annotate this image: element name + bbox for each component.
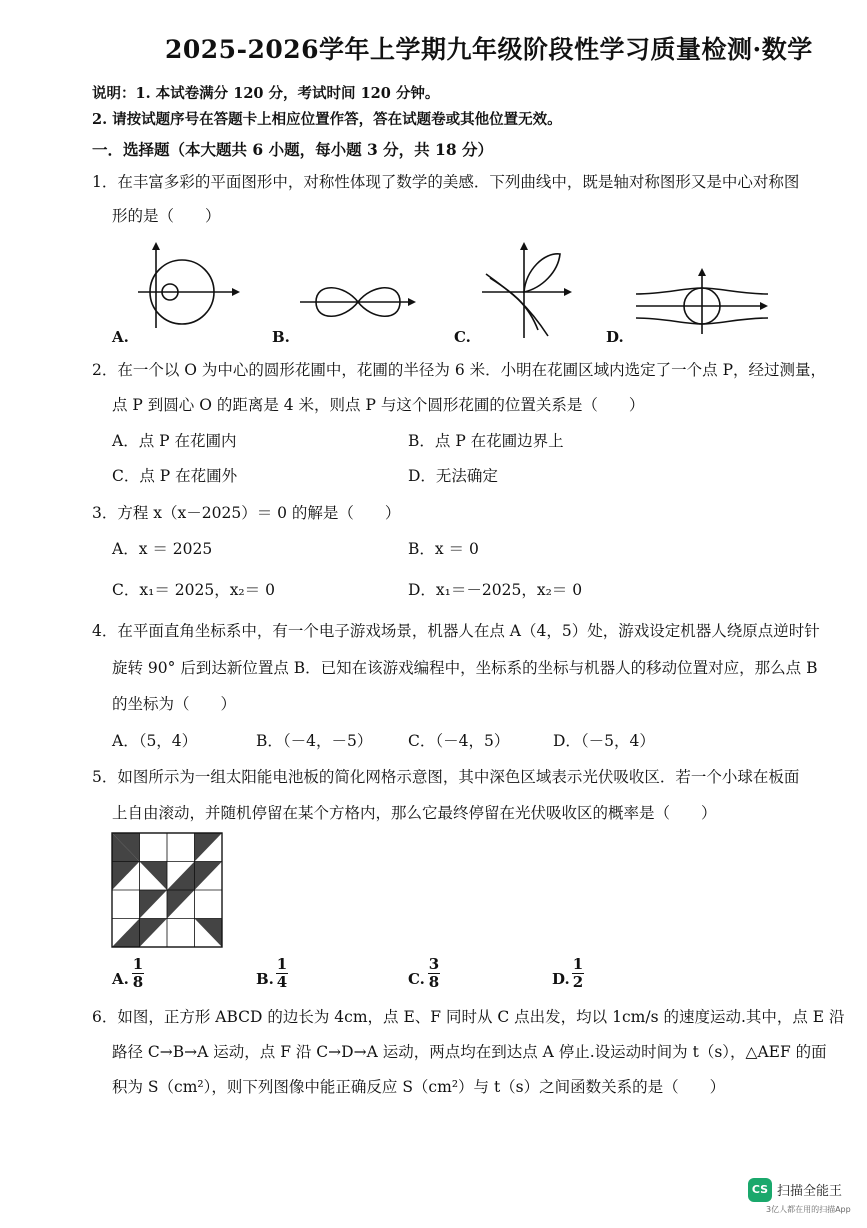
q5-option-d-denominator: 2 — [572, 973, 584, 992]
q5-option-c-label[interactable]: C. — [408, 970, 425, 988]
q1-figure-c — [478, 240, 578, 340]
q4-option-b[interactable]: B．（－4，－5） — [256, 732, 373, 750]
q1-option-d-label[interactable]: D. — [606, 328, 624, 346]
q5-option-d-numerator: 1 — [572, 955, 584, 973]
q5-option-a-numerator: 1 — [132, 955, 144, 973]
q4-option-d[interactable]: D．（－5，4） — [553, 732, 655, 750]
instruction-line-1: 说明：1. 本试卷满分 120 分，考试时间 120 分钟。 — [92, 85, 440, 102]
q6-stem-line-2: 路径 C→B→A 运动，点 F 沿 C→D→A 运动，两点均在到达点 A 停止.设运动时间为 t（s），△AEF 的面 — [112, 1043, 827, 1061]
page-title: 2025-2026学年上学期九年级阶段性学习质量检测·数学 — [165, 35, 813, 64]
q5-stem-line-2: 上自由滚动，并随机停留在某个方格内，那么它最终停留在光伏吸收区的概率是（ ） — [112, 804, 717, 822]
q1-figure-d — [634, 266, 774, 336]
q5-option-c-numerator: 3 — [428, 955, 440, 973]
q5-option-b-fraction[interactable] — [276, 956, 288, 992]
q5-option-b-denominator: 4 — [276, 973, 288, 992]
q5-option-c-denominator: 8 — [428, 973, 440, 992]
q2-option-c[interactable]: C．点 P 在花圃外 — [112, 467, 238, 485]
q5-option-b-label[interactable]: B. — [256, 970, 274, 988]
q4-stem-line-1: 4．在平面直角坐标系中，有一个电子游戏场景，机器人在点 A（4，5）处，游戏设定机器人绕原点逆时针 — [92, 622, 820, 640]
q4-stem-line-2: 旋转 90° 后到达新位置点 B．已知在该游戏编程中，坐标系的坐标与机器人的移动位置对应，那么点 B — [112, 659, 818, 677]
q5-option-c-fraction[interactable] — [428, 956, 440, 992]
scanner-logo-icon: CS — [748, 1178, 772, 1202]
scanner-brand-tagline: 3亿人都在用的扫描App — [766, 1205, 851, 1214]
q5-option-d-label[interactable]: D. — [552, 970, 570, 988]
q3-option-b[interactable]: B．x ＝ 0 — [408, 540, 479, 558]
q1-option-a-label[interactable]: A. — [112, 328, 129, 346]
q2-stem-line-1: 2．在一个以 O 为中心的圆形花圃中，花圃的半径为 6 米．小明在花圃区域内选定了一个点 P，经过测量， — [92, 361, 826, 379]
q2-option-b[interactable]: B．点 P 在花圃边界上 — [408, 432, 564, 450]
scanner-brand-name: 扫描全能王 — [777, 1184, 843, 1199]
q6-stem-line-1: 6．如图，正方形 ABCD 的边长为 4cm，点 E、F 同时从 C 点出发，均以 1cm/s 的速度运动.其中，点 E 沿 — [92, 1008, 845, 1026]
q5-option-a-fraction[interactable] — [132, 956, 144, 992]
q2-option-a[interactable]: A．点 P 在花圃内 — [112, 432, 237, 450]
q3-option-a[interactable]: A．x ＝ 2025 — [112, 540, 213, 558]
section-heading: 一．选择题（本大题共 6 小题，每小题 3 分，共 18 分） — [92, 140, 494, 159]
q5-option-a-denominator: 8 — [132, 973, 144, 992]
q3-stem: 3．方程 x（x－2025）＝ 0 的解是（ ） — [92, 504, 401, 522]
q5-option-d-fraction[interactable] — [572, 956, 584, 992]
q4-option-a[interactable]: A．（5，4） — [112, 732, 198, 750]
q5-option-b-numerator: 1 — [276, 955, 288, 973]
q6-stem-line-3: 积为 S（cm²），则下列图像中能正确反应 S（cm²）与 t（s）之间函数关系的是（ ） — [112, 1078, 726, 1096]
q1-stem-line-1: 1．在丰富多彩的平面图形中，对称性体现了数学的美感．下列曲线中，既是轴对称图形又是中心对称图 — [92, 173, 800, 191]
q3-option-d[interactable]: D．x₁＝－2025，x₂＝ 0 — [408, 581, 583, 599]
q1-option-c-label[interactable]: C. — [454, 328, 471, 346]
q5-stem-line-1: 5．如图所示为一组太阳能电池板的简化网格示意图，其中深色区域表示光伏吸收区．若一个小球在板面 — [92, 768, 800, 786]
q2-option-d[interactable]: D．无法确定 — [408, 467, 498, 485]
q4-stem-line-3: 的坐标为（ ） — [112, 695, 237, 713]
q1-figure-a — [134, 240, 246, 330]
instruction-line-2: 2. 请按试题序号在答题卡上相应位置作答，答在试题卷或其他位置无效。 — [92, 111, 562, 128]
q1-figure-b — [296, 280, 422, 330]
q1-option-b-label[interactable]: B. — [272, 328, 290, 346]
q5-solar-grid-figure — [112, 833, 222, 947]
q5-option-a-label[interactable]: A. — [112, 970, 129, 988]
q1-stem-line-2: 形的是（ ） — [112, 207, 221, 225]
q3-option-c[interactable]: C．x₁＝ 2025，x₂＝ 0 — [112, 581, 275, 599]
q2-stem-line-2: 点 P 到圆心 O 的距离是 4 米，则点 P 与这个圆形花圃的位置关系是（ ） — [112, 396, 645, 414]
q4-option-c[interactable]: C．（－4，5） — [408, 732, 510, 750]
